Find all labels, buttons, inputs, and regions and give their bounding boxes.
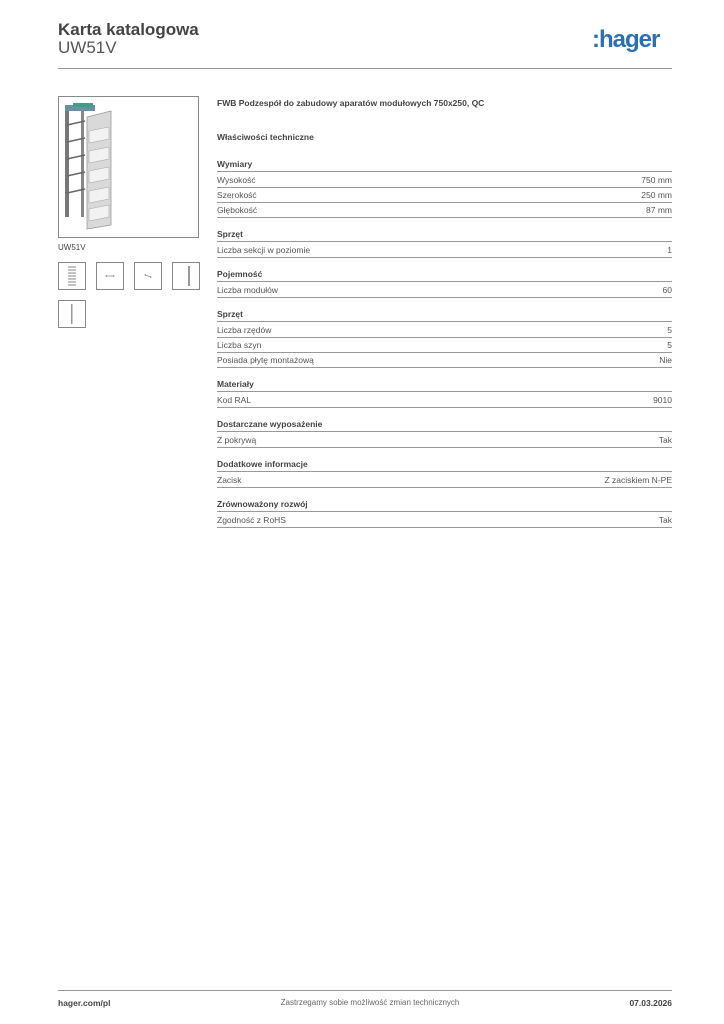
spec-label: Zacisk [217,475,242,485]
section-title: Dodatkowe informacje [217,458,672,472]
spec-value: Nie [659,355,672,365]
section-additional-info [217,458,672,488]
section-title: Dostarczane wyposażenie [217,418,672,432]
section-supplied-equipment [217,418,672,448]
dimension-depth-thumbnail[interactable] [134,262,162,290]
front-view-thumbnail[interactable] [58,262,86,290]
section-title: Pojemność [217,268,672,282]
spec-label: Głębokość [217,205,258,215]
section-capacity [217,268,672,298]
spec-label: Posiada płytę montażową [217,355,314,365]
spec-row [217,393,672,408]
section-title: Sprzęt [217,308,672,322]
spec-value: 9010 [653,395,672,405]
section-title: Materiały [217,378,672,392]
spec-row [217,338,672,353]
spec-value: Z zaciskiem N-PE [604,475,672,485]
footer-disclaimer: Zastrzegamy sobie możliwość zmian technicznych [280,998,460,1007]
spec-row [217,433,672,448]
spec-label: Liczba rzędów [217,325,272,335]
section-materials [217,378,672,408]
section-title: Zrównoważony rozwój [217,498,672,512]
spec-value: 250 mm [641,190,672,200]
spec-row [217,473,672,488]
spec-value: 1 [667,245,672,255]
footer-website-link[interactable]: hager.com/pl [58,998,111,1008]
section-sustainability [217,498,672,528]
product-illustration [59,97,198,237]
dimension-width-thumbnail[interactable] [96,262,124,290]
spec-value: 5 [667,340,672,350]
image-caption: UW51V [58,243,86,252]
side-view-thumbnail[interactable] [172,262,200,290]
spec-value: 60 [662,285,672,295]
width-dimension-icon [97,263,123,289]
spec-value: 5 [667,325,672,335]
product-title: FWB Podzespół do zabudowy aparatów modułowych 750x250, QC [217,98,485,108]
section-title: Wymiary [217,158,672,172]
spec-label: Liczba szyn [217,340,262,350]
page-title: Karta katalogowa [58,20,199,39]
spec-value: Tak [658,435,672,445]
spec-row [217,173,672,188]
spec-row [217,353,672,368]
product-image[interactable] [58,96,199,238]
section-title: Sprzęt [217,228,672,242]
depth-dimension-icon [135,263,161,289]
spec-row [217,323,672,338]
product-details [217,96,672,528]
spec-label: Liczba modułów [217,285,278,295]
technical-properties-heading: Właściwości techniczne [217,132,314,142]
spec-label: Wysokość [217,175,256,185]
spec-value: 87 mm [646,205,672,215]
spec-value: Tak [658,515,672,525]
footer-date: 07.03.2026 [629,998,672,1008]
footer-divider [58,990,672,991]
spec-label: Z pokrywą [217,435,257,445]
section-equipment-rows [217,308,672,368]
spec-label: Liczba sekcji w poziomie [217,245,311,255]
product-code: UW51V [58,38,117,57]
side-view-icon [173,263,199,289]
spec-row [217,283,672,298]
section-dimensions [217,158,672,218]
header-divider [58,68,672,69]
spec-value: 750 mm [641,175,672,185]
section-equipment [217,228,672,258]
spec-label: Zgodność z RoHS [217,515,286,525]
spec-row [217,243,672,258]
spec-row [217,513,672,528]
front-view-icon [59,263,85,289]
spec-label: Szerokość [217,190,257,200]
spec-row [217,203,672,218]
hager-logo[interactable]: :hager [592,26,660,53]
rail-view-thumbnail[interactable] [58,300,86,328]
rail-view-icon [59,301,85,327]
spec-row [217,188,672,203]
spec-label: Kod RAL [217,395,252,405]
